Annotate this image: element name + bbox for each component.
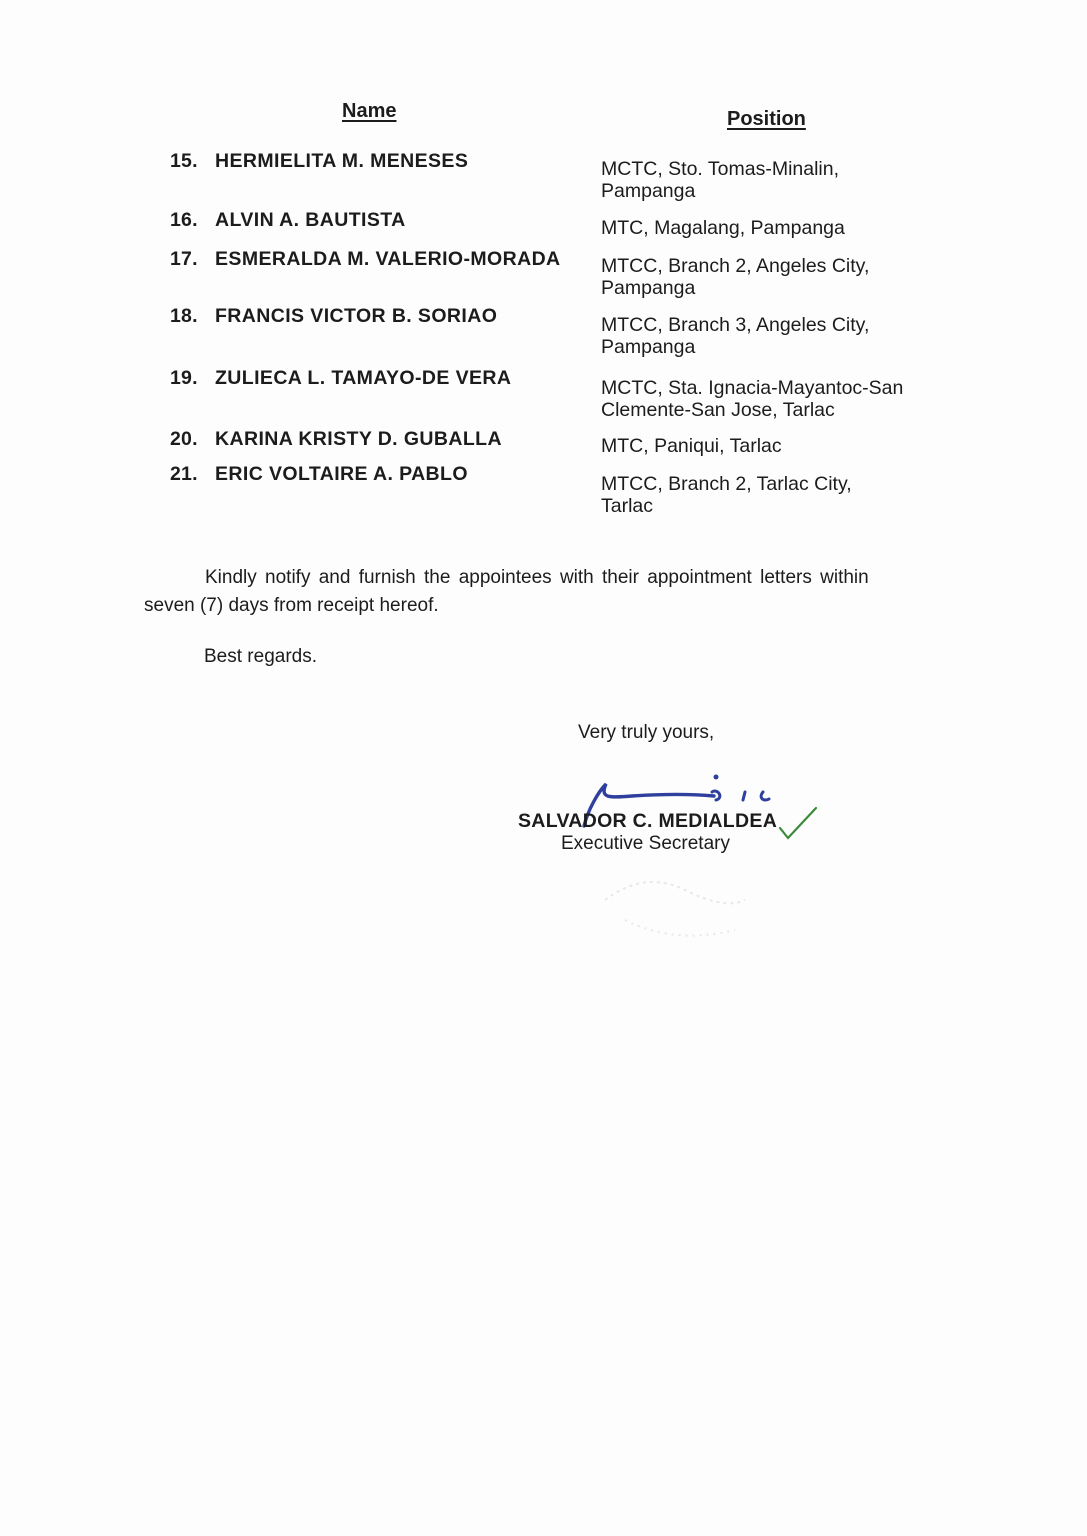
- signatory-name: SALVADOR C. MEDIALDEA: [518, 810, 778, 832]
- appointee-name: FRANCIS VICTOR B. SORIAO: [215, 305, 498, 327]
- position-line: MCTC, Sto. Tomas-Minalin,: [601, 158, 840, 180]
- closing-text: Very truly yours,: [578, 722, 715, 743]
- appointee-number: 19.: [170, 367, 198, 389]
- appointee-name: ALVIN A. BAUTISTA: [215, 209, 406, 231]
- regards-text: Best regards.: [204, 646, 317, 667]
- position-line: Tarlac: [601, 495, 654, 517]
- position-line: MTCC, Branch 2, Tarlac City,: [601, 473, 852, 495]
- appointee-name: ESMERALDA M. VALERIO-MORADA: [215, 248, 561, 270]
- appointee-number: 15.: [170, 150, 198, 172]
- appointee-position: [601, 377, 941, 421]
- appointee-number: 17.: [170, 248, 198, 270]
- appointee-position: [601, 435, 941, 457]
- position-line: MTCC, Branch 2, Angeles City,: [601, 255, 870, 277]
- appointee-position: [601, 255, 941, 299]
- appointee-position: [601, 158, 941, 202]
- appointee-position: [601, 217, 941, 239]
- position-line: Pampanga: [601, 336, 696, 358]
- appointee-name: ZULIECA L. TAMAYO-DE VERA: [215, 367, 512, 389]
- appointee-name: KARINA KRISTY D. GUBALLA: [215, 428, 502, 450]
- position-line: MTCC, Branch 3, Angeles City,: [601, 314, 870, 336]
- appointee-number: 16.: [170, 209, 198, 231]
- appointee-name: HERMIELITA M. MENESES: [215, 150, 469, 172]
- position-line: MCTC, Sta. Ignacia-Mayantoc-San: [601, 377, 904, 399]
- name-column-header: Name: [342, 100, 397, 122]
- position-line: Pampanga: [601, 180, 696, 202]
- appointee-position: [601, 473, 941, 517]
- appointee-number: 18.: [170, 305, 198, 327]
- position-line: Clemente-San Jose, Tarlac: [601, 399, 835, 421]
- position-line: MTC, Magalang, Pampanga: [601, 217, 845, 239]
- position-column-header: Position: [727, 108, 806, 130]
- appointee-number: 21.: [170, 463, 198, 485]
- position-line: Pampanga: [601, 277, 696, 299]
- notice-paragraph-line-2: seven (7) days from receipt hereof.: [144, 595, 439, 616]
- notice-paragraph-line-1: Kindly notify and furnish the appointees with their appointment letters within: [205, 567, 869, 588]
- faded-stamp-mark: [595, 860, 755, 950]
- appointee-number: 20.: [170, 428, 198, 450]
- signatory-title: Executive Secretary: [561, 833, 730, 854]
- appointee-name: ERIC VOLTAIRE A. PABLO: [215, 463, 468, 485]
- appointee-position: [601, 314, 941, 358]
- position-line: MTC, Paniqui, Tarlac: [601, 435, 782, 457]
